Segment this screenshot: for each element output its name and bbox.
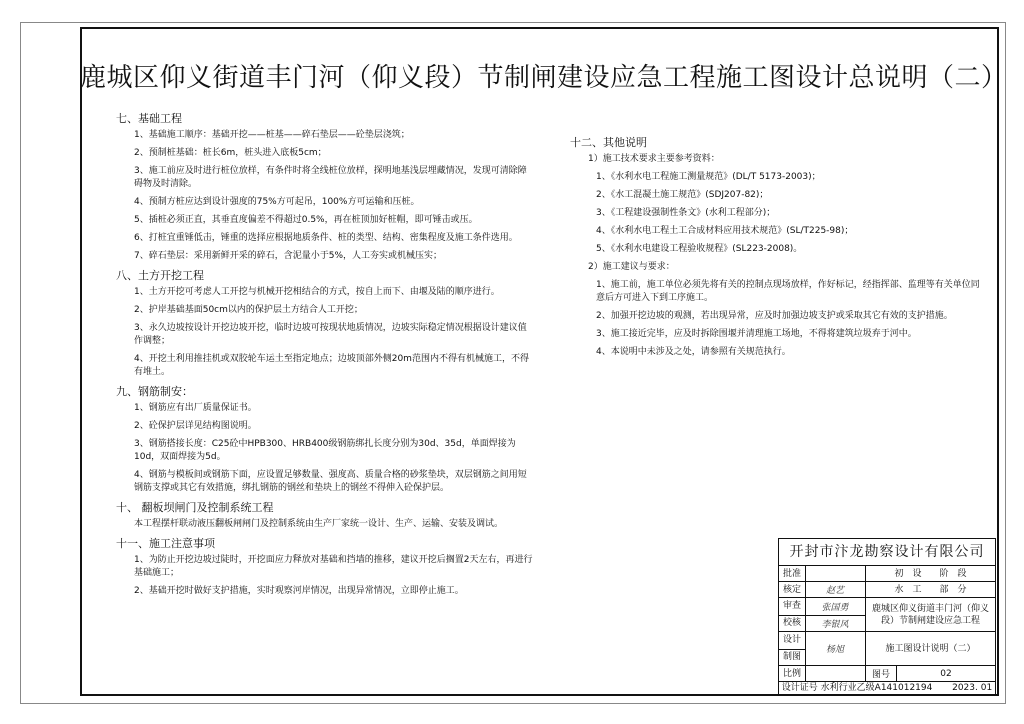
list-item: 3、永久边坡按设计开挖边坡开挖，临时边坡可按现状地质情况，边坡实际稳定情况根据设计建议值作调整； [134, 323, 527, 346]
title-block-row-scale [779, 666, 995, 682]
section-precautions [116, 537, 534, 598]
list-item: 3、施工前应及时进行桩位放样，有条件时将全线桩位放样，探明地基浅层埋藏情况，发现可清除障碍物及时清除。 [134, 166, 527, 189]
section-heading: 八、土方开挖工程 [116, 269, 204, 282]
reference-item: 3、《工程建设强制性条文》(水利工程部分)； [596, 208, 776, 218]
drawing-number-label: 图号 [866, 666, 897, 681]
reference-item: 1、《水利水电工程施工测量规范》(DL/T 5173-2003)； [596, 172, 821, 182]
list-item: 2、护岸基础基面50cm以内的保护层土方结合人工开挖； [134, 305, 363, 315]
section-heading: 九、钢筋制安： [116, 385, 193, 398]
title-block [778, 538, 996, 695]
title-block-row [779, 582, 995, 598]
list-item: 3、钢筋搭接长度：C25砼中HPB300、HRB400级钢筋绑扎长度分别为30d、35d，单面焊接为10d，双面焊接为5d。 [134, 439, 516, 462]
project-name: 鹿城区仰义街道丰门河（仰义段）节制闸建设应急工程 [871, 603, 989, 626]
list-item: 5、插桩必须正直，其垂直度偏差不得超过0.5%，再在桩顶加好桩帽，即可锤击或压。 [134, 215, 478, 225]
license-number: 设计证号 水利行业乙级A141012194 [781, 683, 933, 693]
sub-heading: 2）施工建议与要求： [588, 262, 675, 272]
row-label: 校核 [779, 615, 806, 631]
note-item: 4、本说明中未涉及之处，请参照有关规范执行。 [596, 347, 791, 357]
reference-item: 4、《水利水电工程土工合成材料应用技术规范》(SL/T225-98)； [596, 226, 854, 236]
section-gate [116, 501, 534, 531]
left-column [116, 106, 534, 603]
list-item: 1、钢筋应有出厂质量保证书。 [134, 403, 257, 413]
section-rebar [116, 385, 534, 495]
row-label: 核定 [779, 582, 806, 597]
row-label: 制图 [779, 649, 806, 665]
row-value: 水 工 部 分 [894, 584, 967, 595]
signature: 杨旭 [805, 632, 866, 665]
list-item: 4、钢筋与模板间或钢筋下面，应设置足够数量、强度高、质量合格的砂浆垫块，双层钢筋之间用短钢筋支撑或其它有效措施，绑扎钢筋的钢丝和垫块上的钢丝不得伸入砼保护层。 [134, 470, 527, 493]
note-item: 3、施工接近完毕，应及时拆除围堰并清理施工场地，不得将建筑垃圾弃于河中。 [596, 329, 917, 339]
signature: 李银风 [805, 615, 866, 631]
row-label: 设计 [779, 632, 806, 650]
scale-value [805, 666, 866, 681]
drawing-title: 施工图设计说明（二） [885, 643, 976, 654]
section-heading: 七、基础工程 [116, 112, 182, 125]
reference-item: 2、《水工混凝土施工规范》(SDJ207-82)； [596, 190, 769, 200]
list-item: 1、土方开挖可考虑人工开挖与机械开挖相结合的方式，按自上而下、由堰及陆的顺序进行。 [134, 287, 500, 297]
license-line [779, 682, 995, 695]
row-value: 初 设 阶 段 [894, 568, 967, 579]
title-block-row-project [779, 598, 995, 632]
reference-item: 5、《水利水电建设工程验收规程》(SL223-2008)。 [596, 244, 803, 254]
right-column [570, 130, 980, 364]
page-title: 鹿城区仰义街道丰门河（仰义段）节制闸建设应急工程施工图设计总说明（二） [80, 63, 1008, 93]
signature: 张国勇 [805, 598, 866, 616]
signature: 赵艺 [805, 582, 866, 597]
drawing-number: 02 [940, 668, 952, 679]
date: 2023. 01 [952, 683, 993, 693]
list-item: 1、为防止开挖边坡过陡时，开挖面应力释放对基础和挡墙的推移，建议开挖后搁置2天左右，再进行基础施工； [134, 555, 533, 578]
signature [805, 566, 866, 581]
section-foundation [116, 112, 534, 263]
list-item: 4、预制方桩应达到设计强度的75%方可起吊，100%方可运输和压桩。 [134, 197, 420, 207]
title-block-row-drawing [779, 632, 995, 666]
row-label: 比例 [779, 666, 806, 681]
list-item: 本工程摆杆联动液压翻板闸闸门及控制系统由生产厂家统一设计、生产、运输、安装及调试。 [134, 519, 504, 529]
company-name: 开封市汴龙勘察设计有限公司 [779, 539, 995, 566]
list-item: 1、基础施工顺序：基础开挖——桩基——碎石垫层——砼垫层浇筑； [134, 130, 410, 140]
sub-heading: 1）施工技术要求主要参考资料： [588, 154, 720, 164]
list-item: 2、砼保护层详见结构图说明。 [134, 421, 257, 431]
section-earthwork [116, 269, 534, 379]
section-heading: 十二、其他说明 [570, 136, 647, 149]
list-item: 4、开挖土利用推挂机或双胶轮车运土至指定地点；边坡顶部外侧20m范围内不得有机械施工，不得有堆土。 [134, 354, 529, 377]
list-item: 7、碎石垫层：采用新鲜开采的碎石，含泥量小于5%，人工夯实或机械压实； [134, 251, 443, 261]
row-label: 批准 [779, 566, 806, 581]
list-item: 6、打桩宜重锤低击，锤重的选择应根据地质条件、桩的类型、结构、密集程度及施工条件选用。 [134, 233, 518, 243]
note-item: 1、施工前，施工单位必须先将有关的控制点现场放样，作好标记，经指挥部、监理等有关单位同意后方可进入下到工序施工。 [596, 280, 980, 303]
row-label: 审查 [779, 598, 806, 616]
section-heading: 十、 翻板坝闸门及控制系统工程 [116, 501, 274, 514]
title-block-row [779, 566, 995, 582]
section-heading: 十一、施工注意事项 [116, 537, 215, 550]
note-item: 2、加强开挖边坡的观测，若出现异常，应及时加强边坡支护或采取其它有效的支护措施。 [596, 311, 953, 321]
list-item: 2、预制桩基础：桩长6m，桩头进入底板5cm； [134, 148, 327, 158]
list-item: 2、基础开挖时做好支护措施，实时观察河岸情况，出现异常情况，立即停止施工。 [134, 586, 464, 596]
